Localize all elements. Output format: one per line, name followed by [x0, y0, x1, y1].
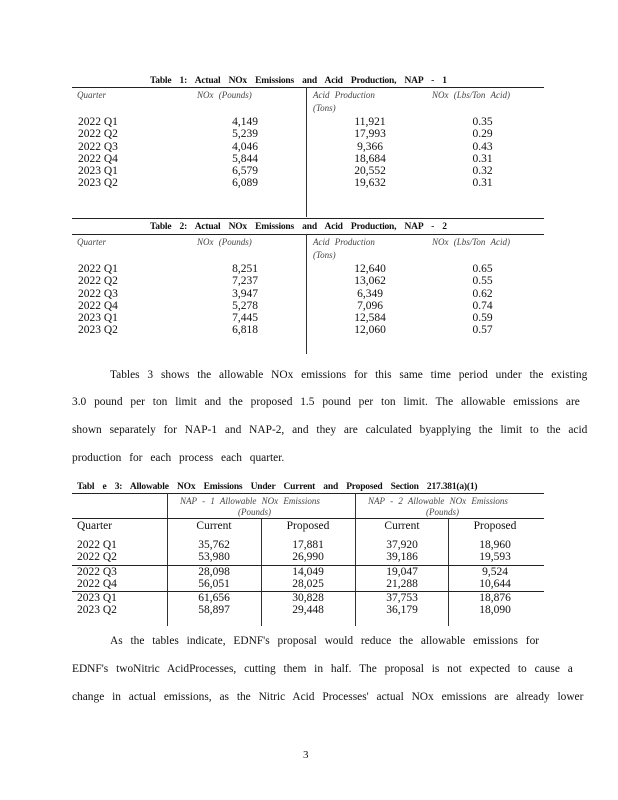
page-number: 3 — [303, 749, 309, 761]
table-row — [0, 566, 618, 578]
table-row — [0, 312, 618, 324]
current-1-cell: 28,098 — [198, 565, 230, 578]
table-row — [0, 324, 618, 336]
acid-cell: 17,993 — [354, 128, 386, 141]
current-1-cell: 53,980 — [198, 551, 230, 564]
proposed-2-cell: 9,524 — [482, 565, 508, 578]
table1-header-acid: Acid Production — [313, 90, 375, 100]
table2-header-quarter: Quarter — [77, 237, 106, 247]
acid-cell: 7,096 — [357, 299, 383, 312]
quarter-cell: 2023 Q2 — [78, 177, 118, 190]
rate-cell: 0.55 — [472, 275, 493, 288]
proposed-2-cell: 18,090 — [479, 604, 511, 617]
proposed-1-cell: 14,049 — [292, 565, 324, 578]
table2-header-rule — [72, 234, 544, 235]
nox-cell: 7,445 — [232, 312, 258, 325]
nox-cell: 3,947 — [232, 287, 258, 300]
quarter-cell: 2023 Q2 — [78, 324, 118, 337]
table-row — [0, 300, 618, 312]
proposed-1-cell: 17,881 — [292, 539, 324, 551]
paragraph1-line1: Tables 3 shows the allowable NOx emissions for this same time period under the existing — [110, 369, 588, 381]
table3-caption-right: NOx Emissions Under Current and Proposed Section 217.381(a)(1) — [177, 482, 478, 492]
table2-header-acid-unit: (Tons) — [313, 250, 336, 260]
acid-cell: 12,640 — [354, 263, 386, 275]
nox-cell: 6,818 — [232, 324, 258, 337]
nox-cell: 8,251 — [232, 263, 258, 275]
table2-header-nox: NOx (Pounds) — [197, 237, 252, 247]
table-row — [0, 263, 618, 275]
table3-group2: NAP - 2 Allowable NOx Emissions — [368, 496, 508, 506]
table2-top-rule — [72, 218, 544, 219]
acid-cell: 6,349 — [357, 287, 383, 300]
acid-cell: 20,552 — [354, 165, 386, 178]
quarter-cell: 2022 Q1 — [77, 539, 117, 551]
table3-caption-left: Tabl e 3: Allowable — [77, 482, 169, 492]
quarter-cell: 2022 Q3 — [78, 140, 118, 153]
paragraph2-line3: change in actual emissions, as the Nitric Acid Processes' actual NOx emissions are already lower — [72, 691, 584, 703]
nox-cell: 4,149 — [232, 116, 258, 128]
table-row — [0, 551, 618, 563]
table1-caption: Table 1: Actual NOx Emissions and Acid Production, NAP - 1 — [150, 76, 447, 86]
current-1-cell: 61,656 — [198, 592, 230, 605]
proposed-1-cell: 26,990 — [292, 551, 324, 564]
table-row — [0, 153, 618, 165]
nox-cell: 5,278 — [232, 299, 258, 312]
rate-cell: 0.35 — [472, 116, 493, 128]
rate-cell: 0.29 — [472, 128, 493, 141]
table3-col-current-2: Current — [384, 520, 420, 532]
nox-cell: 6,579 — [232, 165, 258, 178]
proposed-2-cell: 19,593 — [479, 551, 511, 564]
table-row — [0, 116, 618, 128]
table3-col-proposed-2: Proposed — [473, 520, 517, 532]
proposed-1-cell: 30,828 — [292, 592, 324, 605]
acid-cell: 11,921 — [354, 116, 386, 128]
table-row — [0, 141, 618, 153]
rate-cell: 0.31 — [472, 152, 493, 165]
quarter-cell: 2022 Q1 — [78, 116, 118, 128]
acid-cell: 13,062 — [354, 275, 386, 288]
quarter-cell: 2022 Q3 — [77, 565, 117, 578]
proposed-2-cell: 10,644 — [479, 577, 511, 590]
paragraph1-line4: production for each process each quarter. — [72, 452, 285, 464]
rate-cell: 0.65 — [472, 263, 493, 275]
proposed-1-cell: 28,025 — [292, 577, 324, 590]
current-2-cell: 21,288 — [386, 577, 418, 590]
table3-header-rule — [72, 518, 544, 519]
nox-cell: 6,089 — [232, 177, 258, 190]
quarter-cell: 2022 Q4 — [78, 299, 118, 312]
quarter-cell: 2023 Q1 — [77, 592, 117, 605]
proposed-2-cell: 18,876 — [479, 592, 511, 605]
table-row — [0, 165, 618, 177]
rate-cell: 0.31 — [472, 177, 493, 190]
nox-cell: 5,239 — [232, 128, 258, 141]
quarter-cell: 2022 Q4 — [78, 152, 118, 165]
table3-col-proposed-1: Proposed — [286, 520, 330, 532]
current-1-cell: 58,897 — [198, 604, 230, 617]
current-2-cell: 37,753 — [386, 592, 418, 605]
table2-header-acid: Acid Production — [313, 237, 375, 247]
table-row — [0, 275, 618, 287]
table3-pounds-2: (Pounds) — [426, 507, 459, 517]
table3-pounds-1: (Pounds) — [238, 507, 271, 517]
current-2-cell: 37,920 — [386, 539, 418, 551]
table2-body — [0, 263, 618, 337]
rate-cell: 0.57 — [472, 324, 493, 337]
table-row — [0, 604, 618, 616]
table-row — [0, 592, 618, 604]
table3-top-rule — [72, 493, 544, 494]
acid-cell: 9,366 — [357, 140, 383, 153]
current-2-cell: 19,047 — [386, 565, 418, 578]
acid-cell: 18,684 — [354, 152, 386, 165]
table3-body — [0, 539, 618, 617]
paragraph1-line2: 3.0 pound per ton limit and the proposed 1.5 pound per ton limit. The allowable emissions are — [72, 396, 580, 408]
table2-caption: Table 2: Actual NOx Emissions and Acid Production, NAP - 2 — [150, 222, 447, 232]
table1-header-rate: NOx (Lbs/Ton Acid) — [432, 90, 511, 100]
acid-cell: 19,632 — [354, 177, 386, 190]
table2-header-rate: NOx (Lbs/Ton Acid) — [432, 237, 511, 247]
table1-header-nox: NOx (Pounds) — [197, 90, 252, 100]
rate-cell: 0.59 — [472, 312, 493, 325]
quarter-cell: 2023 Q1 — [78, 312, 118, 325]
table1-header-acid-unit: (Tons) — [313, 103, 336, 113]
current-1-cell: 56,051 — [198, 577, 230, 590]
quarter-cell: 2022 Q1 — [78, 263, 118, 275]
current-1-cell: 35,762 — [198, 539, 230, 551]
quarter-cell: 2022 Q2 — [77, 551, 117, 564]
paragraph2-line2: EDNF's twoNitric AcidProcesses, cutting them in half. The proposal is not expected to cause a — [72, 663, 573, 675]
nox-cell: 5,844 — [232, 152, 258, 165]
paragraph2-line1: As the tables indicate, EDNF's proposal would reduce the allowable emissions for — [110, 635, 540, 647]
quarter-cell: 2023 Q2 — [77, 604, 117, 617]
nox-cell: 7,237 — [232, 275, 258, 288]
table1-header-quarter: Quarter — [77, 90, 106, 100]
proposed-1-cell: 29,448 — [292, 604, 324, 617]
quarter-cell: 2022 Q3 — [78, 287, 118, 300]
table1-top-rule — [72, 87, 544, 88]
rate-cell: 0.62 — [472, 287, 493, 300]
rate-cell: 0.74 — [472, 299, 493, 312]
acid-cell: 12,584 — [354, 312, 386, 325]
quarter-cell: 2022 Q2 — [78, 128, 118, 141]
table-row — [0, 539, 618, 551]
current-2-cell: 39,186 — [386, 551, 418, 564]
rate-cell: 0.32 — [472, 165, 493, 178]
table3-group1: NAP - 1 Allowable NOx Emissions — [180, 496, 320, 506]
rate-cell: 0.43 — [472, 140, 493, 153]
table1-body — [0, 116, 618, 190]
table3-col-current-1: Current — [196, 520, 232, 532]
table-row — [0, 177, 618, 189]
quarter-cell: 2022 Q4 — [77, 577, 117, 590]
quarter-cell: 2023 Q1 — [78, 165, 118, 178]
proposed-2-cell: 18,960 — [479, 539, 511, 551]
paragraph1-line3: shown separately for NAP-1 and NAP-2, and they are calculated byapplying the limit to the acid — [72, 424, 588, 436]
quarter-cell: 2022 Q2 — [78, 275, 118, 288]
table-row — [0, 578, 618, 590]
table-row — [0, 288, 618, 300]
current-2-cell: 36,179 — [386, 604, 418, 617]
table-row — [0, 128, 618, 140]
nox-cell: 4,046 — [232, 140, 258, 153]
table3-col-quarter: Quarter — [77, 520, 113, 532]
acid-cell: 12,060 — [354, 324, 386, 337]
